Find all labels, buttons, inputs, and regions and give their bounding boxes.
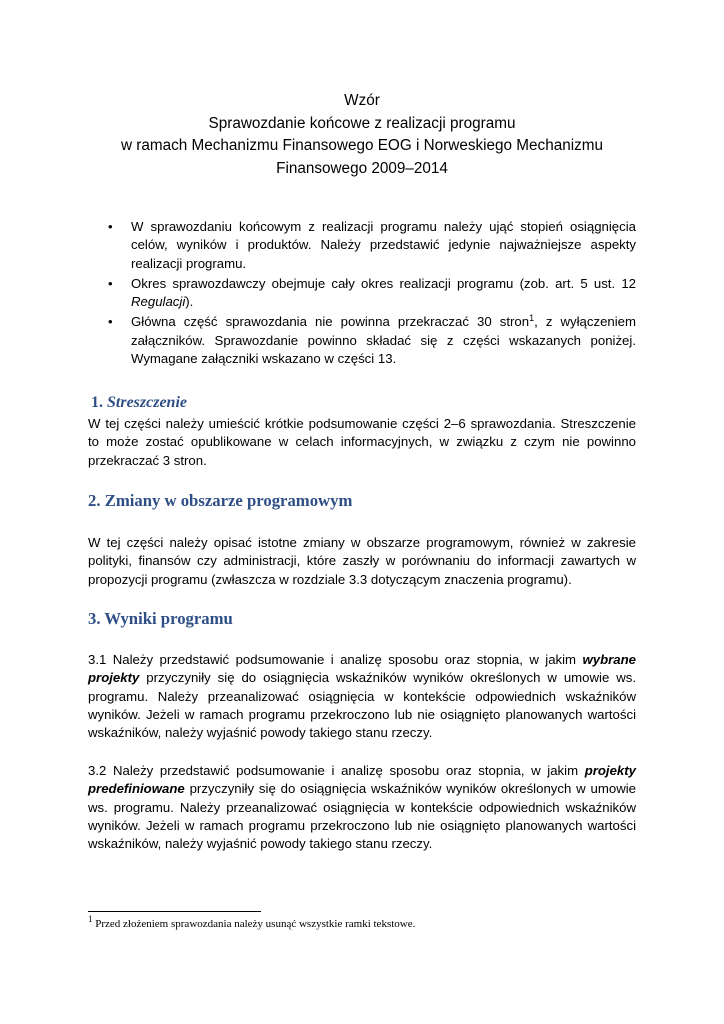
section-1-title: Streszczenie [107, 394, 187, 411]
document-title [88, 90, 636, 180]
section-3-paragraph-2 [88, 762, 636, 853]
bullet-icon: • [108, 314, 113, 330]
list-item-text: Główna część sprawozdania nie powinna przekraczać 30 stron [131, 314, 530, 330]
paragraph-text: przyczyniły się do osiągnięcia wskaźników wyników określonych w umowie ws. programu. Należy przeanalizować osiągnięcia w kontekście odpowiednich wskaźników wyników. Jeżeli w ramach programu przekroczono lub nie osiągnięto planowanych wartości wskaźników, należy wyjaśnić powody takiego stanu rzeczy. [88, 670, 636, 741]
title-line-2: Sprawozdanie końcowe z realizacji programu [208, 114, 516, 132]
title-line-1: Wzór [344, 92, 380, 109]
title-line-4: Finansowego 2009–2014 [276, 159, 448, 177]
footnote [88, 914, 416, 930]
footnote-marker: 1 [88, 914, 93, 924]
list-item-end: ). [185, 294, 194, 310]
list-item [88, 313, 636, 368]
section-1-heading [91, 394, 187, 412]
section-3-paragraph-1 [88, 651, 636, 742]
list-item [88, 275, 636, 312]
emphasis-wybrane-projekty: wybrane projekty [88, 652, 636, 686]
section-1-number: 1. [91, 394, 103, 411]
bullet-icon: • [108, 275, 113, 291]
title-line-3: w ramach Mechanizmu Finansowego EOG i Norweskiego Mechanizmu [120, 137, 604, 155]
paragraph-text: 3.2 Należy przedstawić podsumowanie i analizę sposobu oraz stopnia, w jakim [88, 763, 585, 778]
section-1-text: W tej części należy umieścić krótkie podsumowanie części 2–6 sprawozdania. Streszczenie to może zostać opublikowane w celach informacyjnych, w związku z czym nie powinno przekraczać 3 stron. [88, 416, 636, 468]
list-item [88, 218, 636, 273]
section-3-heading: 3. Wyniki programu [88, 609, 233, 628]
list-item-text: W sprawozdaniu końcowym z realizacji programu należy ująć stopień osiągnięcia celów, wyników i produktów. Należy przedstawić jedynie najważniejsze aspekty realizacji programu. [131, 219, 636, 271]
paragraph-text: przyczyniły się do osiągnięcia wskaźników wyników określonych w umowie ws. programu. Należy przeanalizować osiągnięcia w kontekście odpowiednich wskaźników wyników. Jeżeli w ramach programu przekroczono lub nie osiągnięto planowanych wartości wskaźników, należy wyjaśnić powody takiego stanu rzeczy. [88, 781, 636, 852]
footnote-reference[interactable]: 1 [529, 313, 535, 324]
list-item-text: Okres sprawozdawczy obejmuje cały okres realizacji programu (zob. art. 5 ust. 12 [131, 275, 636, 291]
section-2-text: W tej części należy opisać istotne zmiany w obszarze programowym, również w zakresie polityki, finansów czy administracji, które zaszły w porównaniu do informacji zawartych w propozycji programu (zwłaszcza w rozdziale 3.3 dotyczącym znaczenia programu). [88, 535, 636, 587]
paragraph-text: 3.1 Należy przedstawić podsumowanie i analizę sposobu oraz stopnia, w jakim [88, 652, 583, 667]
footnote-text: Przed złożeniem sprawozdania należy usunąć wszystkie ramki tekstowe. [92, 918, 416, 930]
bullet-icon: • [108, 219, 113, 234]
emphasis-projekty-predefiniowane: projekty predefiniowane [88, 763, 636, 797]
list-item-italic: Regulacji [131, 294, 186, 310]
footnote-separator [88, 911, 261, 912]
section-2-heading: 2. Zmiany w obszarze programowym [88, 491, 353, 510]
list-item-text-continued: , z wyłączeniem załączników. Sprawozdanie powinno składać się z części wskazanych poniżej. Wymagane załączniki wskazano w części 13. [131, 314, 636, 367]
instructions-list [88, 218, 636, 370]
